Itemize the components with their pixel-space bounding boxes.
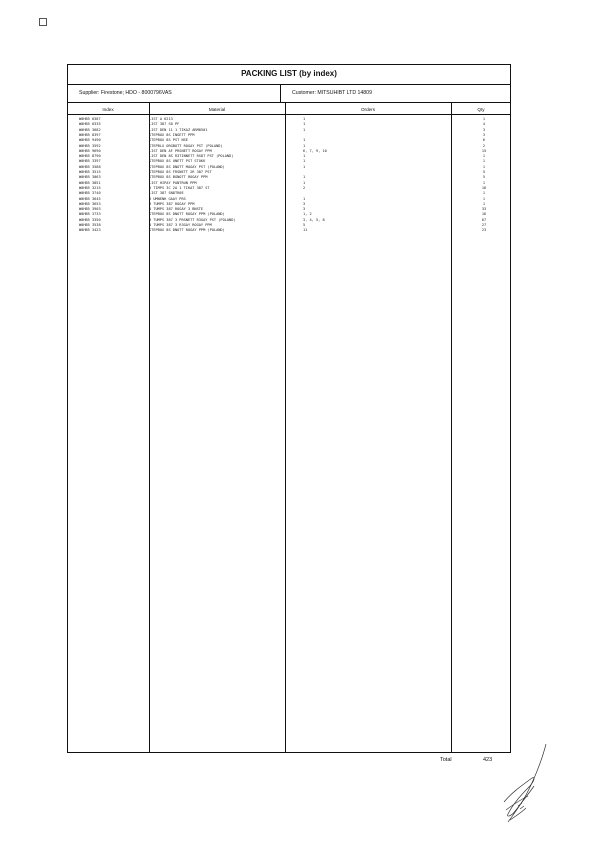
cell-qty: 16	[481, 185, 487, 190]
cell-material: STEPBOX 8S BGNOTT ROGAY PPM	[149, 175, 208, 180]
cell-qty: 16	[481, 212, 487, 217]
cell-material: STEPBOX 8S INGETT PPM	[149, 132, 195, 137]
cell-orders: 1	[303, 164, 306, 169]
column-header-material: Material	[208, 107, 226, 112]
cell-orders: 1	[303, 175, 306, 180]
cell-orders: 3	[303, 207, 306, 212]
header-divider	[67, 102, 511, 103]
cell-qty: 1	[482, 180, 486, 185]
cell-orders: 3	[303, 201, 306, 206]
column-header-index: Index	[102, 107, 114, 112]
cell-orders: 1	[303, 143, 306, 148]
table-row	[67, 133, 511, 138]
cell-material: STEPBLX ORGBOTT ROGAY PST (POLAND)	[149, 143, 223, 148]
cell-qty: 1	[482, 117, 486, 121]
cell-qty: 5	[482, 175, 486, 180]
frame-bottom	[67, 752, 511, 753]
cell-index: W0HB5 8397	[79, 132, 101, 137]
cell-orders: 5	[303, 223, 306, 227]
cell-orders: 2	[303, 185, 306, 190]
cell-index: W0HB5 3592	[79, 143, 101, 148]
cell-orders: 1	[303, 138, 306, 143]
cell-material: STEPBOX 8S PST NSE	[149, 138, 188, 143]
cell-qty: 1	[482, 164, 486, 169]
cell-qty: 3	[482, 127, 486, 132]
cell-material: STEPBOX 8S FRSNETT 2R 387 PST	[149, 170, 212, 174]
table-row	[67, 138, 511, 143]
cell-index: W0HB5 0387	[79, 117, 101, 121]
cell-index: W0HB5 3740	[79, 191, 101, 196]
customer-label: Customer: MITSUHIBT LTD 14809	[292, 90, 372, 96]
supplier-customer-divider	[280, 84, 281, 102]
cell-material: LIST A 6213	[149, 117, 173, 121]
cell-index: W0HB5 3063	[79, 175, 101, 180]
cell-orders: 1	[303, 122, 306, 127]
cell-qty: 1	[482, 201, 486, 206]
cell-qty: 27	[481, 223, 487, 227]
column-header-qty: Qty	[477, 107, 485, 112]
cell-qty: 33	[481, 207, 487, 212]
signature-stamp	[490, 740, 560, 835]
cell-index: W0HB5 3538	[79, 223, 101, 227]
cell-qty: 3	[482, 132, 486, 137]
cell-qty: 2	[482, 143, 486, 148]
cell-material: D TIMPS 3C 2A 1 TIKAT 387 ST	[149, 185, 210, 190]
cell-index: W0HB5 3645	[79, 196, 101, 201]
table-row	[67, 154, 511, 159]
table-row	[67, 202, 511, 207]
table-row	[67, 218, 511, 223]
cell-index: W0HB5 3397	[79, 159, 101, 164]
total-label: Total	[440, 757, 452, 763]
cell-qty: 1	[482, 196, 486, 201]
cell-orders: 1	[303, 180, 306, 185]
cell-orders: 1	[303, 127, 306, 132]
cell-index: W0HB5 3903	[79, 207, 101, 212]
cell-orders: 3, 4, 5, 8	[303, 217, 325, 222]
cell-material: LIST 387 S0 PF	[149, 122, 180, 127]
title-divider	[67, 84, 511, 85]
cell-index: W0HB5 3851	[79, 180, 101, 185]
cell-qty: 1	[482, 191, 486, 196]
column-header-divider	[67, 114, 511, 115]
cell-qty: 1	[482, 159, 486, 164]
cell-orders: 1	[303, 196, 306, 201]
table-row	[67, 128, 511, 133]
cell-material: STEPBOX 8S DNOTT ROGAY PPM (POLAND)	[149, 228, 225, 233]
cell-index: W0HB5 3653	[79, 201, 101, 206]
column-header-orders: Orders	[360, 107, 376, 112]
cell-qty: 23	[481, 228, 487, 233]
cell-index: W0HB5 8790	[79, 154, 101, 159]
frame-top	[67, 64, 511, 65]
cell-index: W0HB5 3682	[79, 127, 101, 132]
cell-material: 3 UMNENH GAAY PRS	[149, 196, 186, 201]
table-row	[67, 144, 511, 149]
cell-orders: 6, 7, 9, 10	[303, 148, 327, 153]
table-row	[67, 122, 511, 127]
cell-qty: 15	[481, 148, 487, 153]
cell-material: LIST DEN 11 1 TIKAZ ARM0501	[149, 127, 208, 132]
cell-material: LIST DEN AF PRSNETT ROGAY PPM	[149, 148, 212, 153]
table-row	[67, 186, 511, 191]
cell-index: W0HB5 3733	[79, 212, 101, 217]
table-row	[67, 170, 511, 175]
cell-material: LIST 387 SN8TR0E	[149, 191, 184, 196]
cell-orders: 1, 2	[303, 212, 312, 217]
cell-material: 3 TUMPS 387 ROGAY PPM	[149, 201, 195, 206]
cell-qty: 4	[482, 122, 486, 127]
cell-orders: 11	[303, 228, 308, 233]
table-row	[67, 212, 511, 217]
table-row	[67, 175, 511, 180]
cell-index: W0HB5 9690	[79, 148, 101, 153]
cell-material: 3 TUMPS 387 3 PRSNETT R3GAY PST (POLAND)	[149, 217, 236, 222]
cell-material: STEPBOX 8S DNOTT MAGAY PST (POLAND)	[149, 164, 225, 169]
cell-index: W0HB5 3350	[79, 217, 101, 222]
cell-qty: 1	[482, 154, 486, 159]
table-row	[67, 191, 511, 196]
table-row	[67, 223, 511, 228]
cell-qty: 6	[482, 138, 486, 143]
cell-qty: 67	[481, 217, 487, 222]
cell-orders: 1	[303, 154, 306, 159]
cell-material: LIST DEN 8S R3TINNETT RS8T PST (POLAND)	[149, 154, 234, 159]
table-row	[67, 117, 511, 122]
table-row	[67, 228, 511, 233]
document-title: PACKING LIST (by index)	[241, 69, 337, 78]
table-row	[67, 207, 511, 212]
supplier-label: Supplier: Firestone; HDO - 8000796VAS	[79, 90, 172, 96]
cell-orders: 1	[303, 159, 306, 164]
cell-qty: 5	[482, 170, 486, 174]
table-row	[67, 165, 511, 170]
cell-index: W0HB5 0335	[79, 122, 101, 127]
cell-material: STEPBOX 8S DNOTT ROGAY PPM (POLAND)	[149, 212, 225, 217]
table-row	[67, 197, 511, 202]
total-value: 423	[483, 757, 493, 763]
cell-material: STEPBOX 8S UNETT PST STOKK	[149, 159, 206, 164]
table-row	[67, 181, 511, 186]
cell-index: W0HB5 3215	[79, 185, 101, 190]
cell-index: W0HB5 3588	[79, 164, 101, 169]
cell-index: W0HB5 9490	[79, 138, 101, 143]
table-row	[67, 159, 511, 164]
cell-material: 3 TUMPS 387 3 R3GAY ROGAY PPM	[149, 223, 212, 227]
cell-index: W0HB5 3423	[79, 228, 101, 233]
packing-list-sheet	[67, 64, 511, 767]
registration-mark	[39, 18, 47, 26]
cell-material: 3 TUMPS 387 ROGAY 3 BNSTE	[149, 207, 204, 212]
cell-index: W0HB5 3515	[79, 170, 101, 174]
cell-orders: 1	[303, 117, 306, 121]
cell-material: LIST HIPAY PANTRUN PPM	[149, 180, 197, 185]
table-row	[67, 149, 511, 154]
